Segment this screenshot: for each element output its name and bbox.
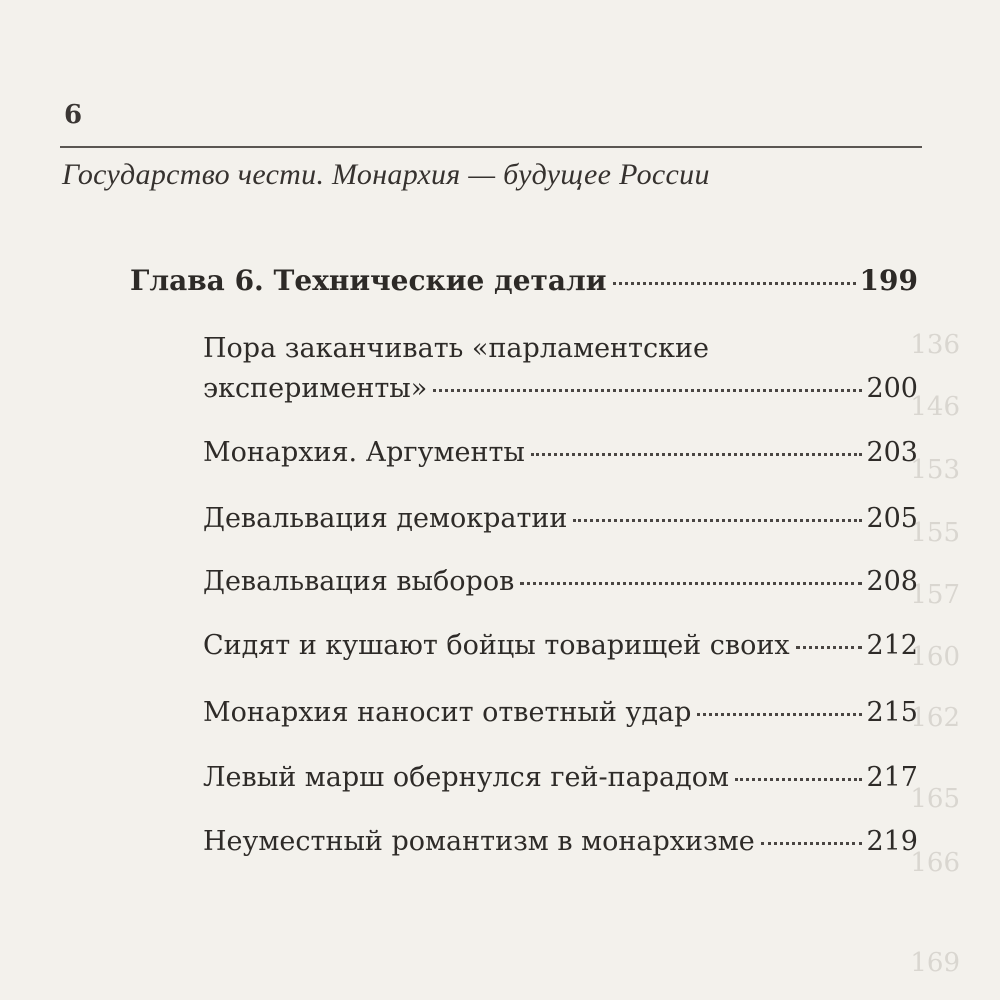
show-through-decoration: 165: [910, 784, 960, 814]
show-through-decoration: 169: [910, 948, 960, 978]
toc-entry[interactable]: [203, 566, 918, 597]
toc-entry[interactable]: [203, 762, 918, 793]
dot-leader: [531, 453, 863, 456]
dot-leader: [520, 582, 862, 585]
dot-leader: [613, 282, 856, 285]
toc-entry-title: Сидят и кушают бойцы товарищей своих: [203, 630, 790, 661]
toc-entry[interactable]: [203, 503, 918, 534]
show-through-decoration: 162: [910, 703, 960, 733]
toc-entry[interactable]: [203, 437, 918, 468]
toc-entry-title: Монархия наносит ответный удар: [203, 697, 692, 728]
show-through-decoration: 166: [910, 848, 960, 878]
show-through-decoration: 155: [910, 518, 960, 548]
dot-leader: [796, 646, 863, 649]
toc-page-number: 208: [866, 566, 918, 597]
toc-entry-title: Левый марш обернулся гей-парадом: [203, 762, 729, 793]
show-through-decoration: 157: [910, 580, 960, 610]
toc-chapter-title: Глава 6. Технические детали: [130, 264, 607, 297]
running-head: Государство чести. Монархия — будущее России: [62, 158, 710, 191]
toc-entry-title: Неуместный романтизм в монархизме: [203, 826, 755, 857]
header-rule: [60, 146, 922, 148]
dot-leader: [761, 842, 863, 845]
toc-page-number: 203: [866, 437, 918, 468]
dot-leader: [433, 389, 862, 392]
show-through-decoration: 146: [910, 392, 960, 422]
show-through-decoration: 136: [910, 330, 960, 360]
toc-entry-line1: Пора заканчивать «парламентские: [203, 333, 709, 364]
toc-entry[interactable]: [203, 826, 918, 857]
toc-page-number: 200: [866, 373, 918, 404]
toc-page-number: 205: [866, 503, 918, 534]
toc-page-number: 199: [859, 264, 918, 297]
page-number: 6: [64, 100, 83, 130]
toc-entry[interactable]: [203, 630, 918, 661]
toc-page-number: 217: [866, 762, 918, 793]
toc-entry-title: эксперименты»: [203, 373, 428, 404]
toc-entry-title: Девальвация выборов: [203, 566, 515, 597]
show-through-decoration: 160: [910, 642, 960, 672]
dot-leader: [573, 519, 862, 522]
toc-page-number: 219: [866, 826, 918, 857]
dot-leader: [735, 778, 862, 781]
toc-chapter-entry[interactable]: [130, 264, 918, 297]
dot-leader: [697, 713, 862, 716]
show-through-decoration: 153: [910, 455, 960, 485]
toc-entry[interactable]: [203, 697, 918, 728]
toc-entry-title: Девальвация демократии: [203, 503, 568, 534]
toc-entry-title: Монархия. Аргументы: [203, 437, 525, 468]
toc-page-number: 215: [866, 697, 918, 728]
toc-entry[interactable]: [203, 373, 918, 404]
toc-page-number: 212: [866, 630, 918, 661]
